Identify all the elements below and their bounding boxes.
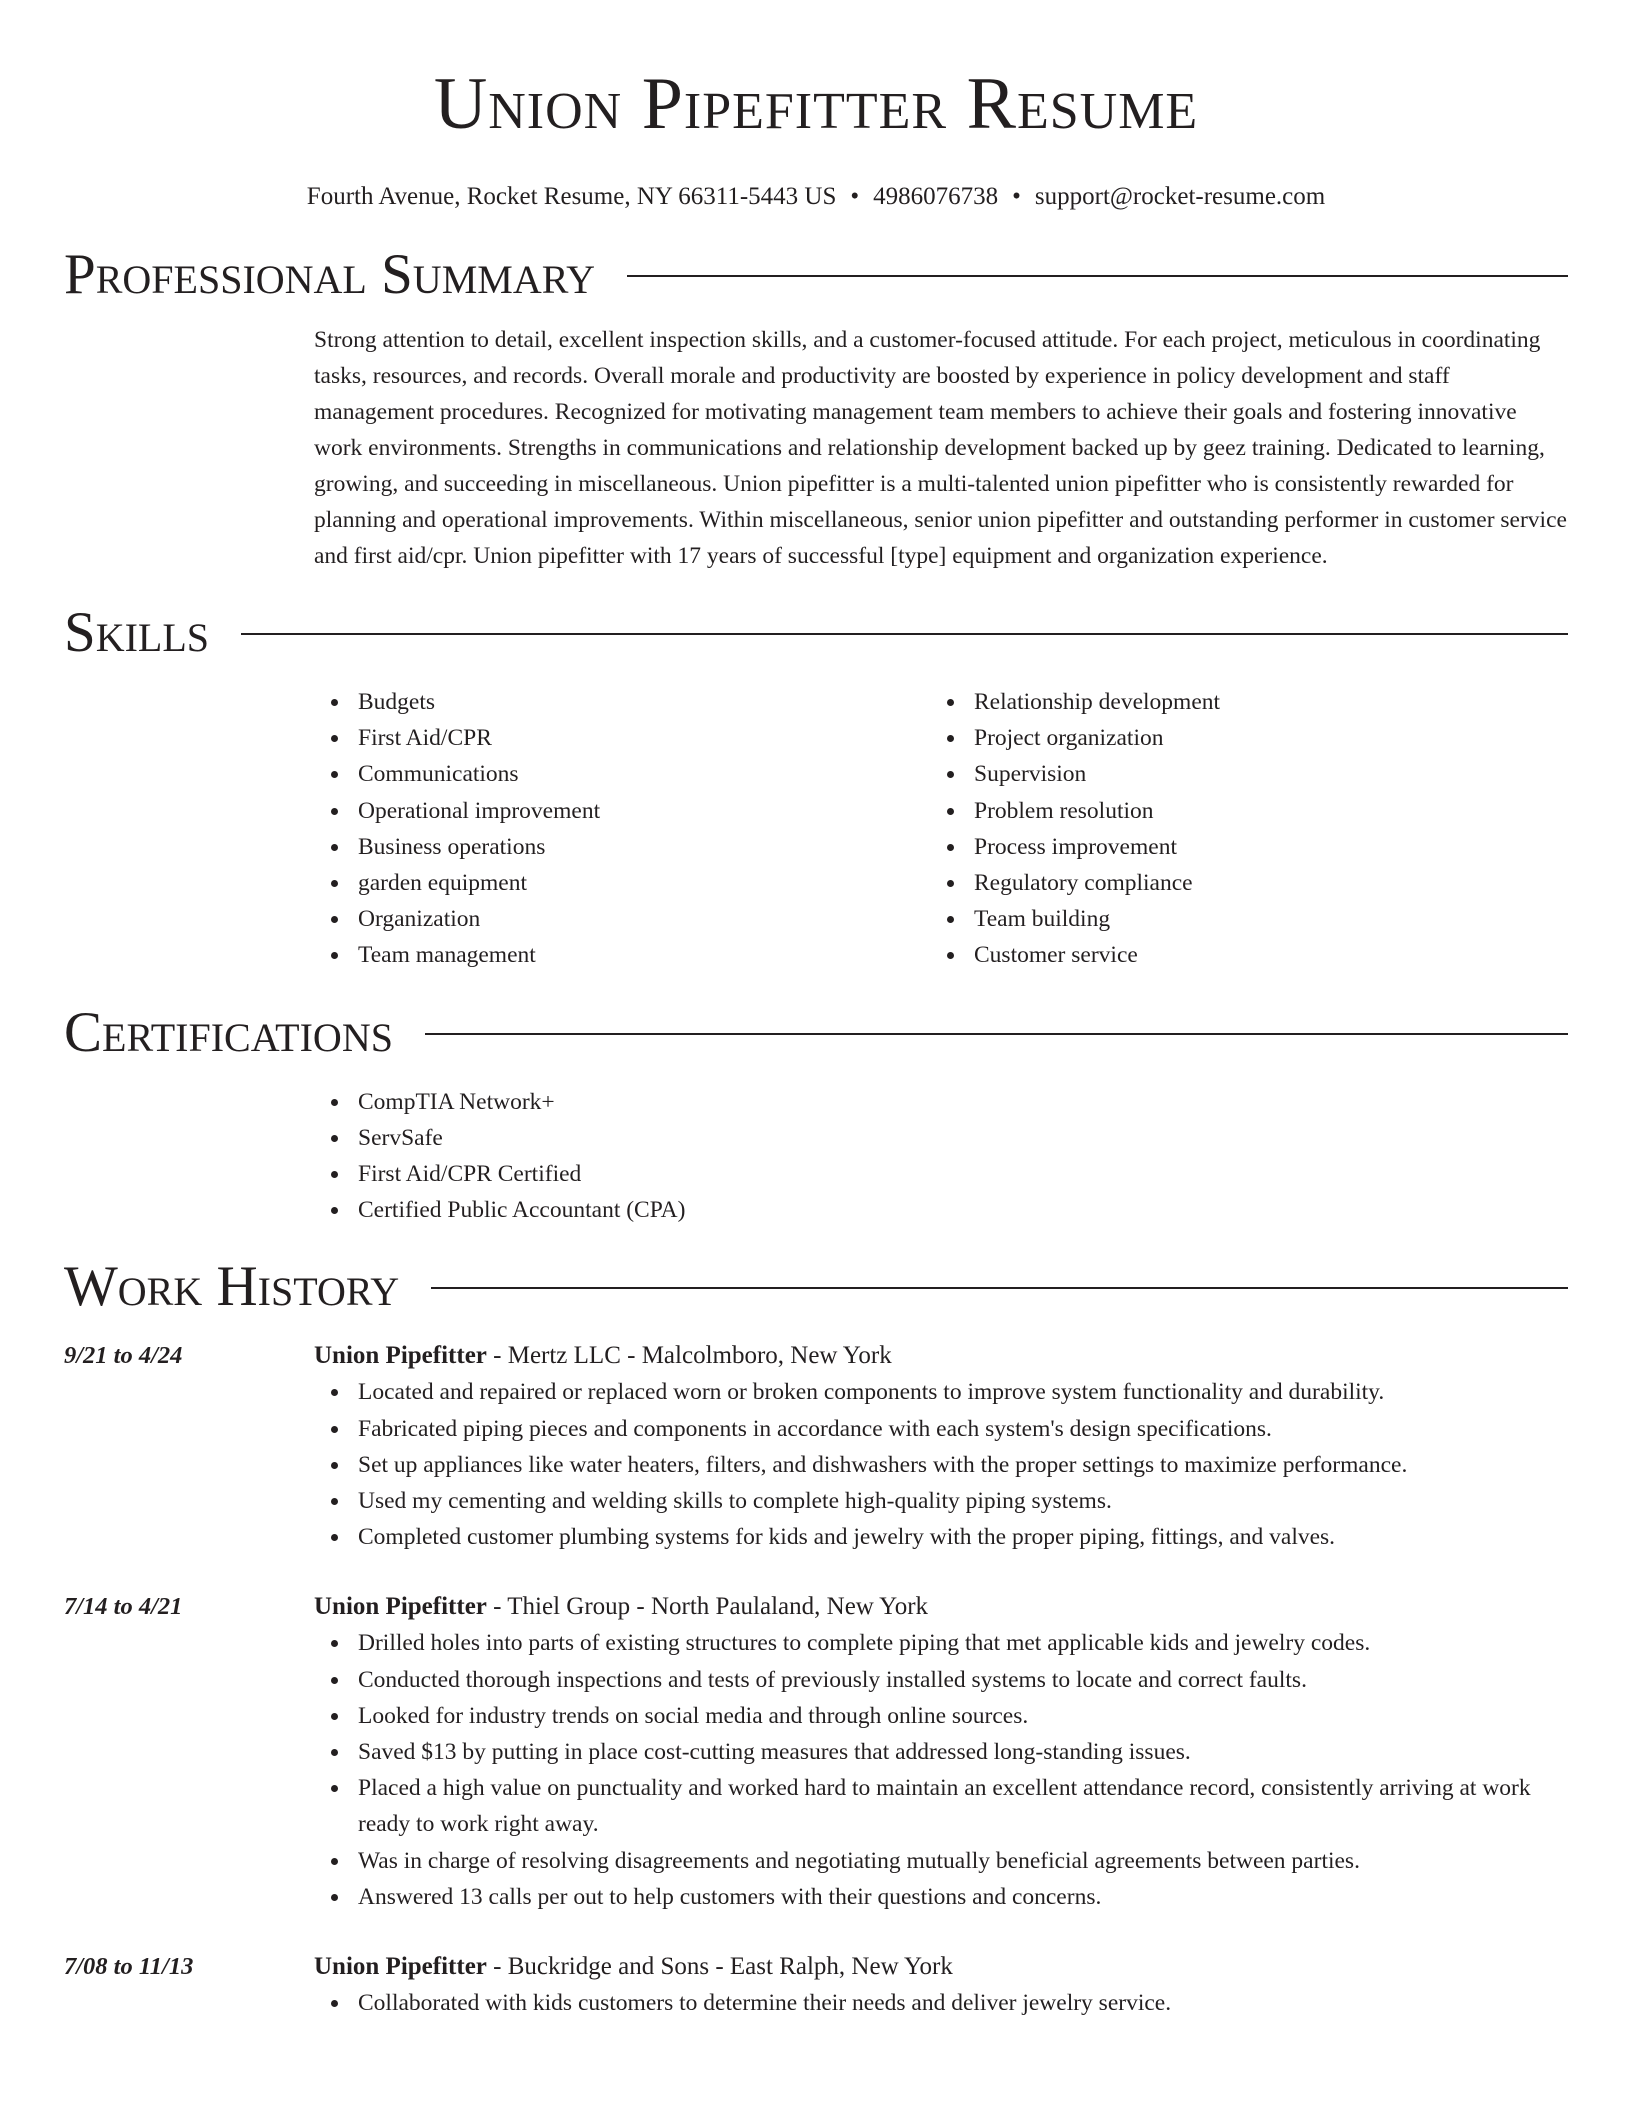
job-employer: - Thiel Group - North Paulaland, New York bbox=[486, 1593, 929, 1621]
certification-item: Certified Public Accountant (CPA) bbox=[358, 1192, 1568, 1228]
job-duty: Was in charge of resolving disagreements and negotiating mutually beneficial agreements between parties. bbox=[358, 1843, 1568, 1879]
job-duty: Used my cementing and welding skills to complete high-quality piping systems. bbox=[358, 1483, 1568, 1519]
contact-address: Fourth Avenue, Rocket Resume, NY 66311-5443 US bbox=[306, 183, 837, 210]
resume-title: Union Pipefitter Resume bbox=[433, 63, 1199, 145]
skill-item: Regulatory compliance bbox=[974, 865, 1546, 901]
skill-item: Supervision bbox=[974, 756, 1546, 792]
job-duty: Saved $13 by putting in place cost-cutting measures that addressed long-standing issues. bbox=[358, 1734, 1568, 1770]
job-dates: 7/14 to 4/21 bbox=[64, 1593, 183, 1621]
section-divider bbox=[627, 275, 1568, 277]
job-duties bbox=[314, 1625, 1568, 1915]
job-duty: Set up appliances like water heaters, filters, and dishwashers with the proper settings to maximize performance. bbox=[358, 1447, 1568, 1483]
summary-text: Strong attention to detail, excellent inspection skills, and a customer-focused attitude. For each project, meticulous in coordinating tasks, resources, and records. Overall morale and productivity are boosted by experience in policy development and staff management procedures. Recognized for motivating management team members to achieve their goals and fostering innovative work environments. Strengths in communications and relationship development backed up by geez training. Dedicated to learning, growing, and succeeding in miscellaneous. Union pipefitter is a multi-talented union pipefitter who is consistently rewarded for planning and operational improvements. Within miscellaneous, senior union pipefitter and outstanding performer in customer service and first aid/cpr. Union pipefitter with 17 years of successful [type] equipment and organization experience. bbox=[314, 327, 1567, 569]
job-duty: Fabricated piping pieces and components in accordance with each system's design specifications. bbox=[358, 1411, 1568, 1447]
work-history-section-header bbox=[64, 1254, 1568, 1320]
skill-item: Problem resolution bbox=[974, 793, 1546, 829]
certifications-heading: Certifications bbox=[64, 1000, 393, 1064]
work-history-heading: Work History bbox=[64, 1255, 400, 1319]
job-entry bbox=[64, 1949, 1568, 2021]
skills-list bbox=[314, 684, 1568, 974]
job-heading bbox=[314, 1589, 1568, 1625]
job-entry bbox=[64, 1338, 1568, 1555]
job-entry bbox=[64, 1589, 1568, 1915]
skill-item: Process improvement bbox=[974, 829, 1546, 865]
skill-item: garden equipment bbox=[358, 865, 930, 901]
job-title: Union Pipefitter bbox=[314, 1953, 487, 1981]
skill-item: Operational improvement bbox=[358, 793, 930, 829]
job-duty: Answered 13 calls per out to help customers with their questions and concerns. bbox=[358, 1879, 1568, 1915]
skill-item: Budgets bbox=[358, 684, 930, 720]
skill-item: Project organization bbox=[974, 720, 1546, 756]
job-duty: Conducted thorough inspections and tests of previously installed systems to locate and correct faults. bbox=[358, 1662, 1568, 1698]
job-details bbox=[314, 1338, 1568, 1555]
skill-item: Customer service bbox=[974, 937, 1546, 973]
section-divider bbox=[241, 633, 1568, 635]
section-divider bbox=[425, 1033, 1568, 1035]
skill-item: Communications bbox=[358, 756, 930, 792]
job-employer: - Mertz LLC - Malcolmboro, New York bbox=[486, 1342, 892, 1370]
job-heading bbox=[314, 1338, 1568, 1374]
certification-item: ServSafe bbox=[358, 1120, 1568, 1156]
job-title: Union Pipefitter bbox=[314, 1593, 487, 1621]
job-details bbox=[314, 1589, 1568, 1915]
summary-section-header bbox=[64, 242, 1568, 308]
job-duty: Looked for industry trends on social media and through online sources. bbox=[358, 1698, 1568, 1734]
job-dates: 9/21 to 4/24 bbox=[64, 1342, 183, 1370]
skills-column-left bbox=[314, 684, 930, 974]
contact-separator: • bbox=[850, 183, 860, 210]
skills-column-right bbox=[930, 684, 1546, 974]
skill-item: Team management bbox=[358, 937, 930, 973]
job-title: Union Pipefitter bbox=[314, 1342, 487, 1370]
job-duty: Placed a high value on punctuality and worked hard to maintain an excellent attendance record, consistently arriving at work ready to work right away. bbox=[358, 1770, 1568, 1842]
contact-separator: • bbox=[1012, 183, 1021, 210]
skill-item: Relationship development bbox=[974, 684, 1546, 720]
job-duties bbox=[314, 1374, 1568, 1555]
contact-email: support@rocket-resume.com bbox=[1034, 183, 1326, 210]
skill-item: First Aid/CPR bbox=[358, 720, 930, 756]
job-duty: Drilled holes into parts of existing structures to complete piping that met applicable kids and jewelry codes. bbox=[358, 1625, 1568, 1661]
skill-item: Team building bbox=[974, 901, 1546, 937]
job-heading bbox=[314, 1949, 1568, 1985]
skills-section-header bbox=[64, 600, 1568, 666]
job-details bbox=[314, 1949, 1568, 2021]
summary-heading: Professional Summary bbox=[64, 243, 596, 306]
skill-item: Business operations bbox=[358, 829, 930, 865]
skill-item: Organization bbox=[358, 901, 930, 937]
contact-phone: 4986076738 bbox=[873, 183, 999, 210]
section-divider bbox=[431, 1287, 1568, 1289]
job-duty: Collaborated with kids customers to determine their needs and deliver jewelry service. bbox=[358, 1985, 1568, 2021]
job-employer: - Buckridge and Sons - East Ralph, New York bbox=[486, 1953, 953, 1981]
skills-heading: Skills bbox=[64, 601, 210, 664]
certifications-section-header bbox=[64, 1000, 1568, 1066]
job-dates: 7/08 to 11/13 bbox=[64, 1953, 194, 1981]
job-duty: Located and repaired or replaced worn or broken components to improve system functionality and durability. bbox=[358, 1374, 1568, 1410]
job-duties bbox=[314, 1985, 1568, 2021]
certification-item: First Aid/CPR Certified bbox=[358, 1156, 1568, 1192]
contact-line bbox=[64, 180, 1568, 214]
job-duty: Completed customer plumbing systems for kids and jewelry with the proper piping, fittings, and valves. bbox=[358, 1519, 1568, 1555]
certifications-list bbox=[314, 1084, 1568, 1229]
certification-item: CompTIA Network+ bbox=[358, 1084, 1568, 1120]
